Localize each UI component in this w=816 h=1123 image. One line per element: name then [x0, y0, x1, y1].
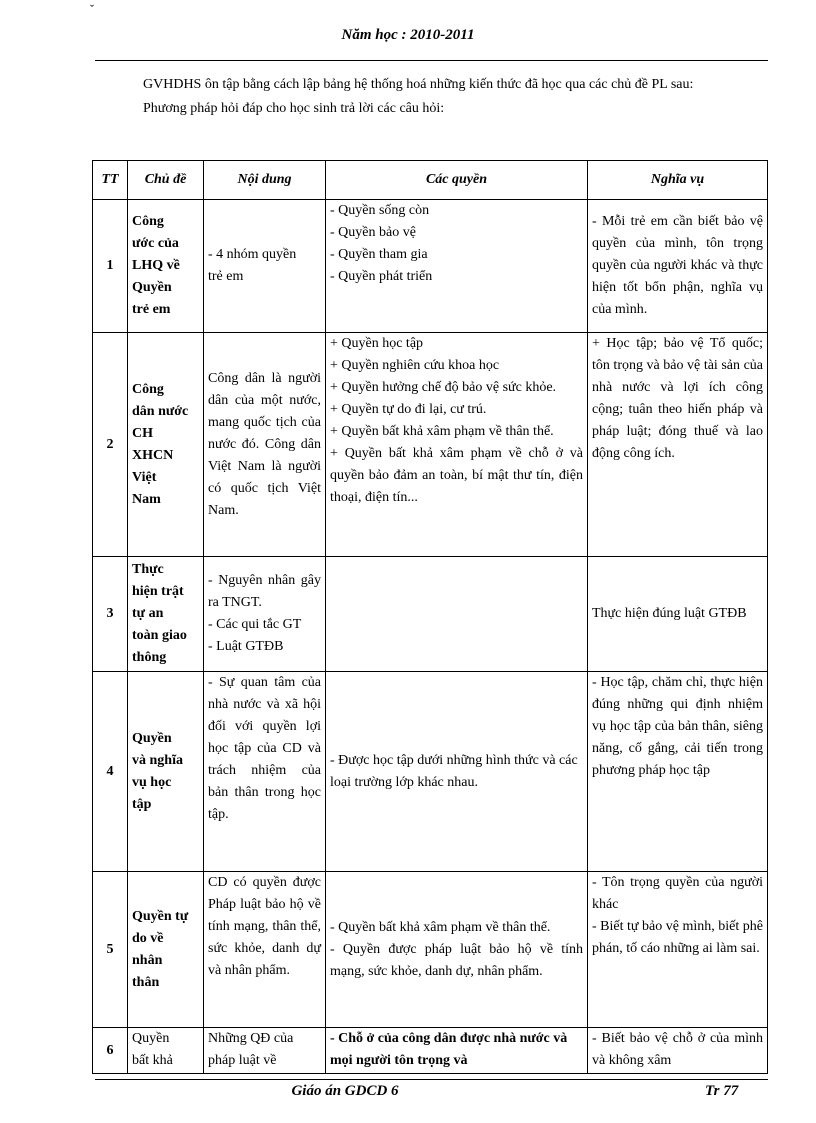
table-header-row — [93, 161, 768, 200]
row-content: Những QĐ của pháp luật về — [204, 1028, 326, 1074]
row-topic: Công dân nước CH XHCN Việt Nam — [128, 333, 204, 557]
row-content: - Sự quan tâm của nhà nước và xã hội đối với quyền lợi học tập của CD và trách nhiệm của bản thân trong học tập. — [204, 672, 326, 872]
row-content: CD có quyền được Pháp luật bảo hộ về tính mạng, thân thể, sức khỏe, danh dự và nhân phẩm. — [204, 872, 326, 1028]
row-rights: + Quyền học tập + Quyền nghiên cứu khoa học + Quyền hưởng chế độ bảo vệ sức khỏe. + Quyền tự do đi lại, cư trú. + Quyền bất khả xâm phạm về thân thể. + Quyền bất khả xâm phạm về chỗ ở và quyền bảo đảm an toàn, bí mật thư tín, điện thoại, điện tín... — [326, 333, 588, 557]
row-number: 2 — [93, 333, 128, 557]
row-number: 4 — [93, 672, 128, 872]
row-number: 1 — [93, 200, 128, 333]
row-duties: - Tôn trọng quyền của người khác - Biết tự bảo vệ mình, biết phê phán, tố cáo những ai làm sai. — [588, 872, 768, 1028]
header-content: Nội dung — [204, 161, 326, 200]
intro-text — [93, 73, 763, 121]
table-row — [93, 200, 768, 333]
row-duties: - Biết bảo vệ chỗ ở của mình và không xâm — [588, 1028, 768, 1074]
row-content: Công dân là người dân của một nước, mang quốc tịch của nước đó. Công dân Việt Nam là người có quốc tịch Việt Nam. — [204, 333, 326, 557]
footer-subject: Giáo án GDCD 6 — [291, 1083, 399, 1099]
row-duties: Thực hiện đúng luật GTĐB — [588, 557, 768, 672]
school-year-header: Năm học : 2010-2011 — [341, 27, 475, 43]
row-duties: - Học tập, chăm chỉ, thực hiện đúng những qui định nhiệm vụ học tập của bản thân, siêng năng, cố gắng, cải tiến trong phương pháp học tập — [588, 672, 768, 872]
intro-paragraph-2: Phương pháp hỏi đáp cho học sinh trả lời các câu hỏi: — [143, 101, 445, 116]
row-rights: - Chỗ ở của công dân được nhà nước và mọi người tôn trọng và — [326, 1028, 588, 1074]
row-rights: - Được học tập dưới những hình thức và các loại trường lớp khác nhau. — [326, 672, 588, 872]
table-row — [93, 1028, 768, 1074]
header-tt: TT — [93, 161, 128, 200]
table-row — [93, 557, 768, 672]
row-number: 3 — [93, 557, 128, 672]
row-topic: Quyền và nghĩa vụ học tập — [128, 672, 204, 872]
summary-table — [92, 160, 768, 1074]
table-row — [93, 872, 768, 1028]
table-row — [93, 333, 768, 557]
row-number: 5 — [93, 872, 128, 1028]
row-rights — [326, 557, 588, 672]
row-duties: - Mỗi trẻ em cần biết bảo vệ quyền của mình, tôn trọng quyền của người khác và thực hiện tốt bổn phận, nghĩa vụ của mình. — [588, 200, 768, 333]
row-duties: + Học tập; bảo vệ Tổ quốc; tôn trọng và bảo vệ tài sản của nhà nước và lợi ích công cộng; tuân theo hiến pháp và pháp luật; đóng thuế và lao động công ích. — [588, 333, 768, 557]
footer-rule — [95, 1079, 768, 1080]
header-topic: Chủ đề — [128, 161, 204, 200]
header-duties: Nghĩa vụ — [588, 161, 768, 200]
row-content: - 4 nhóm quyền trẻ em — [204, 200, 326, 333]
row-rights: - Quyền bất khả xâm phạm về thân thể. - Quyền được pháp luật bảo hộ về tính mạng, sức khỏe, danh dự, nhân phẩm. — [326, 872, 588, 1028]
row-content: - Nguyên nhân gây ra TNGT. - Các qui tắc GT - Luật GTĐB — [204, 557, 326, 672]
row-topic: Thực hiện trật tự an toàn giao thông — [128, 557, 204, 672]
row-topic: Quyền bất khả — [128, 1028, 204, 1074]
page-number: Tr 77 — [705, 1083, 739, 1099]
header-rights: Các quyền — [326, 161, 588, 200]
row-topic: Công ước của LHQ về Quyền trẻ em — [128, 200, 204, 333]
corner-mark: ˇ — [90, 2, 94, 16]
table-row — [93, 672, 768, 872]
row-number: 6 — [93, 1028, 128, 1074]
row-rights: - Quyền sống còn - Quyền bảo vệ - Quyền tham gia - Quyền phát triển — [326, 200, 588, 333]
header-rule — [95, 60, 768, 61]
intro-paragraph-1: GVHDHS ôn tập bằng cách lập bảng hệ thống hoá những kiến thức đã học qua các chủ đề PL sau: — [143, 77, 694, 92]
row-topic: Quyền tự do về nhân thân — [128, 872, 204, 1028]
